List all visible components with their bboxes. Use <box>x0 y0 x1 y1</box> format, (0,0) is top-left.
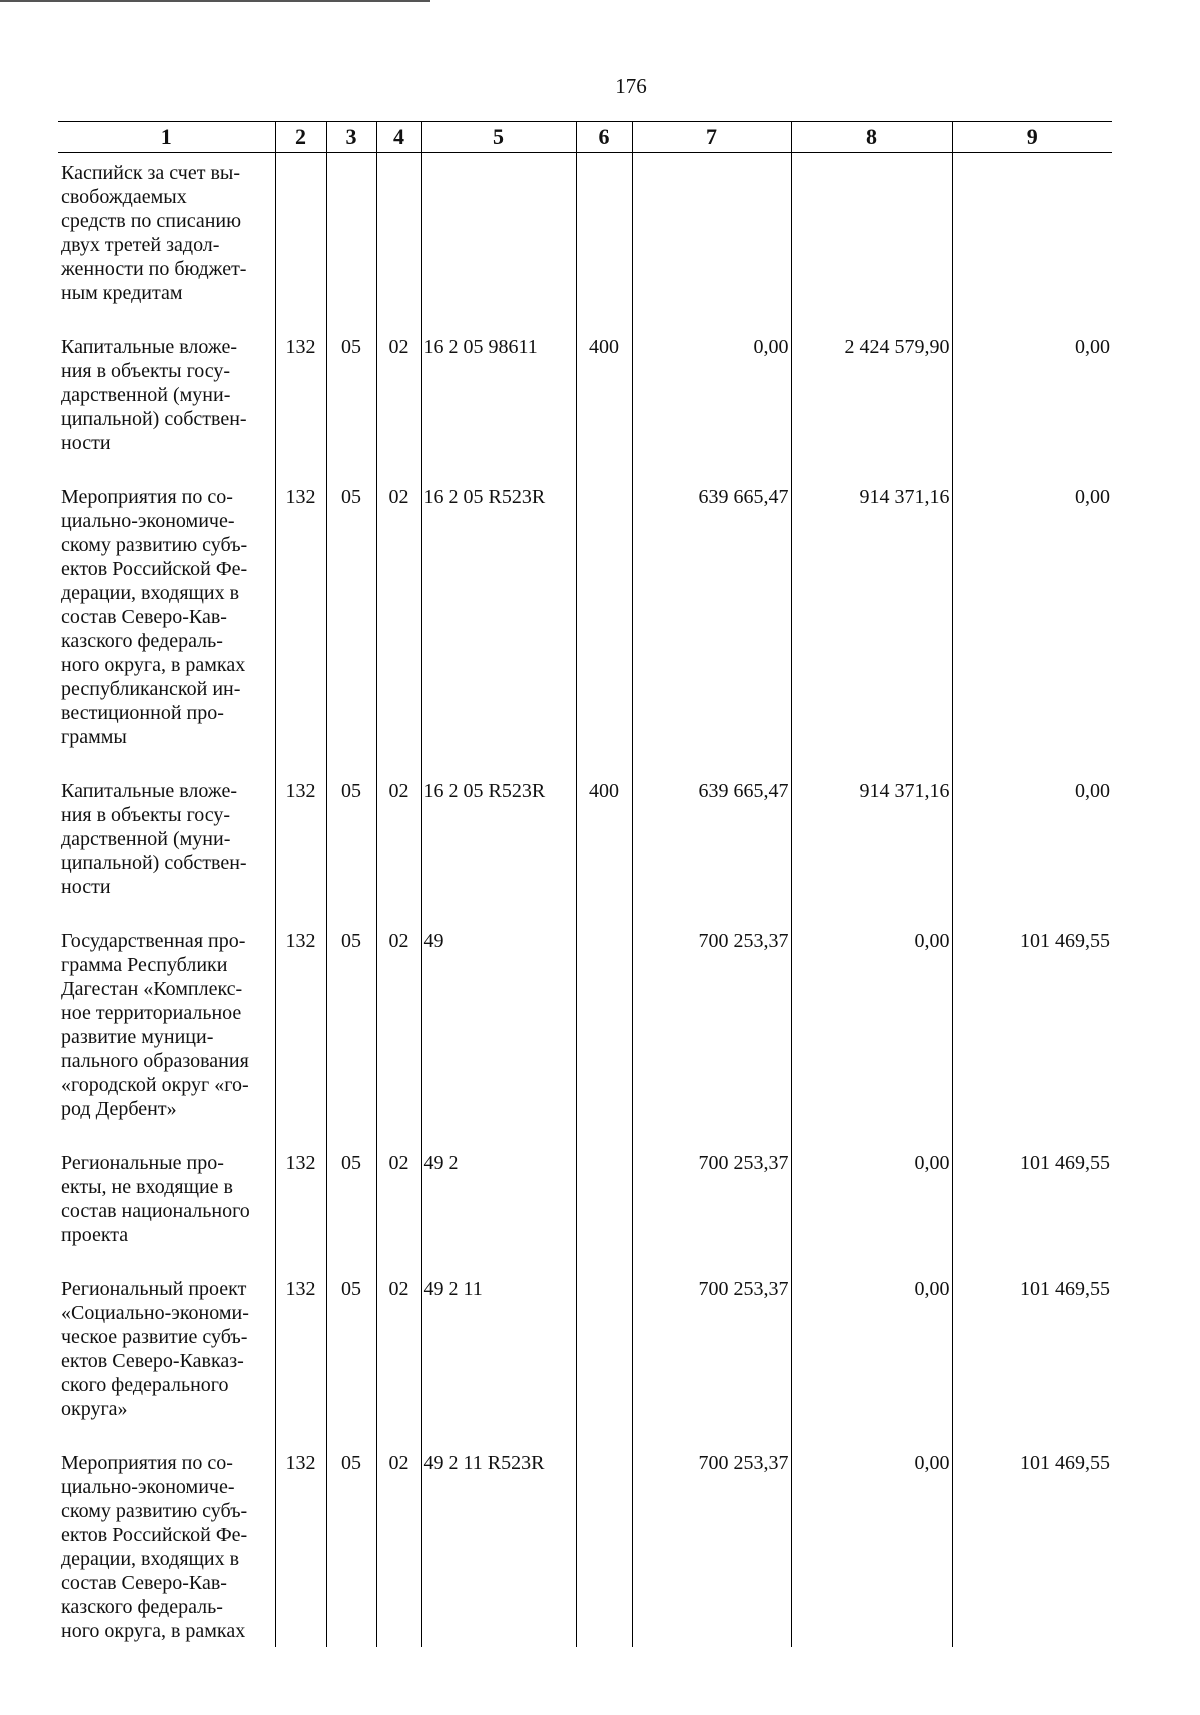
cell-sum-col-7: 700 253,37 <box>632 1273 791 1447</box>
name-line: дарственной (муни- <box>61 384 231 406</box>
table-row <box>58 775 1112 925</box>
cell-sum-col-9 <box>952 153 1112 332</box>
name-line: ципальной) собствен- <box>61 852 247 874</box>
name-line: Региональные про- <box>61 1152 224 1174</box>
name-line: двух третей задол- <box>61 234 220 256</box>
name-line: округа» <box>61 1398 128 1420</box>
cell-sum-col-7: 639 665,47 <box>632 481 791 775</box>
cell-name <box>58 331 275 481</box>
cell-sum-col-7 <box>632 153 791 332</box>
name-line: состав Северо-Кав- <box>61 1572 227 1594</box>
name-line: «Социально-экономи- <box>61 1302 249 1324</box>
header-col-3: 3 <box>326 122 376 153</box>
cell-name <box>58 775 275 925</box>
cell-ministry: 132 <box>275 1147 326 1273</box>
name-line: ного округа, в рамках <box>61 1620 246 1642</box>
name-line: ного округа, в рамках <box>61 654 246 676</box>
name-line: Региональный проект <box>61 1278 247 1300</box>
name-line: республиканской ин- <box>61 678 241 700</box>
name-line: ектов Российской Фе- <box>61 558 248 580</box>
name-line: проекта <box>61 1224 129 1246</box>
cell-section: 05 <box>326 925 376 1147</box>
name-line: циально-экономиче- <box>61 1476 235 1498</box>
name-line: Мероприятия по со- <box>61 1452 233 1474</box>
cell-subsection: 02 <box>376 775 421 925</box>
cell-name <box>58 153 275 332</box>
cell-sum-col-9: 101 469,55 <box>952 1147 1112 1273</box>
cell-sum-col-8 <box>791 153 952 332</box>
cell-sum-col-9: 0,00 <box>952 775 1112 925</box>
cell-sum-col-7: 0,00 <box>632 331 791 481</box>
name-line: состав национального <box>61 1200 250 1222</box>
name-line: ности <box>61 876 111 898</box>
header-col-8: 8 <box>791 122 952 153</box>
cell-sum-col-7: 639 665,47 <box>632 775 791 925</box>
name-line: «городской округ «го- <box>61 1074 249 1096</box>
cell-name <box>58 1147 275 1273</box>
cell-sum-col-9: 0,00 <box>952 481 1112 775</box>
cell-sum-col-8: 914 371,16 <box>791 775 952 925</box>
cell-ministry: 132 <box>275 1273 326 1447</box>
cell-name <box>58 1273 275 1447</box>
table-row <box>58 925 1112 1147</box>
cell-subsection <box>376 153 421 332</box>
name-line: скому развитию субъ- <box>61 534 248 556</box>
name-line: ным кредитам <box>61 282 183 304</box>
table-row <box>58 153 1112 332</box>
cell-name <box>58 1447 275 1647</box>
table-body <box>58 153 1112 1648</box>
header-col-7: 7 <box>632 122 791 153</box>
cell-target-article: 49 2 11 <box>421 1273 576 1447</box>
name-line: Капитальные вложе- <box>61 780 238 802</box>
cell-target-article: 16 2 05 98611 <box>421 331 576 481</box>
name-line: вестиционной про- <box>61 702 224 724</box>
cell-ministry: 132 <box>275 481 326 775</box>
cell-target-article <box>421 153 576 332</box>
name-line: граммы <box>61 726 127 748</box>
cell-section: 05 <box>326 331 376 481</box>
cell-section: 05 <box>326 1273 376 1447</box>
cell-subsection: 02 <box>376 1147 421 1273</box>
cell-sum-col-9: 101 469,55 <box>952 1447 1112 1647</box>
name-line: пального образования <box>61 1050 249 1072</box>
cell-ministry: 132 <box>275 331 326 481</box>
name-line: ния в объекты госу- <box>61 804 231 826</box>
cell-section: 05 <box>326 1147 376 1273</box>
cell-sum-col-8: 914 371,16 <box>791 481 952 775</box>
header-col-6: 6 <box>576 122 632 153</box>
cell-sum-col-9: 0,00 <box>952 331 1112 481</box>
name-line: казского федераль- <box>61 1596 223 1618</box>
name-line: скому развитию субъ- <box>61 1500 248 1522</box>
name-line: циально-экономиче- <box>61 510 235 532</box>
cell-target-article: 49 2 11 R523R <box>421 1447 576 1647</box>
cell-expense-type <box>576 1147 632 1273</box>
header-col-2: 2 <box>275 122 326 153</box>
header-col-4: 4 <box>376 122 421 153</box>
name-line: ческое развитие субъ- <box>61 1326 248 1348</box>
cell-expense-type <box>576 1273 632 1447</box>
top-scan-rule <box>0 0 430 2</box>
cell-target-article: 16 2 05 R523R <box>421 481 576 775</box>
cell-subsection: 02 <box>376 481 421 775</box>
cell-section <box>326 153 376 332</box>
cell-ministry <box>275 153 326 332</box>
cell-name <box>58 481 275 775</box>
cell-sum-col-8: 0,00 <box>791 1273 952 1447</box>
name-line: средств по списанию <box>61 210 242 232</box>
cell-sum-col-8: 2 424 579,90 <box>791 331 952 481</box>
cell-sum-col-8: 0,00 <box>791 1447 952 1647</box>
header-col-9: 9 <box>952 122 1112 153</box>
name-line: род Дербент» <box>61 1098 177 1120</box>
cell-target-article: 16 2 05 R523R <box>421 775 576 925</box>
cell-section: 05 <box>326 481 376 775</box>
table-header-row <box>58 122 1112 153</box>
table-row <box>58 331 1112 481</box>
name-line: дарственной (муни- <box>61 828 231 850</box>
name-line: состав Северо-Кав- <box>61 606 227 628</box>
cell-ministry: 132 <box>275 775 326 925</box>
name-line: екты, не входящие в <box>61 1176 233 1198</box>
page-number: 176 <box>615 74 647 98</box>
cell-expense-type <box>576 925 632 1147</box>
name-line: ности <box>61 432 111 454</box>
cell-ministry: 132 <box>275 925 326 1147</box>
budget-table <box>58 121 1112 1647</box>
cell-section: 05 <box>326 1447 376 1647</box>
cell-subsection: 02 <box>376 331 421 481</box>
cell-section: 05 <box>326 775 376 925</box>
table-row <box>58 481 1112 775</box>
name-line: ектов Российской Фе- <box>61 1524 248 1546</box>
name-line: Капитальные вложе- <box>61 336 238 358</box>
cell-subsection: 02 <box>376 925 421 1147</box>
cell-expense-type: 400 <box>576 775 632 925</box>
name-line: Дагестан «Комплекс- <box>61 978 243 1000</box>
table-row <box>58 1147 1112 1273</box>
cell-name <box>58 925 275 1147</box>
cell-expense-type <box>576 481 632 775</box>
name-line: свобождаемых <box>61 186 187 208</box>
name-line: развитие муници- <box>61 1026 214 1048</box>
cell-target-article: 49 <box>421 925 576 1147</box>
cell-ministry: 132 <box>275 1447 326 1647</box>
name-line: ектов Северо-Кавказ- <box>61 1350 244 1372</box>
name-line: казского федераль- <box>61 630 223 652</box>
cell-sum-col-7: 700 253,37 <box>632 925 791 1147</box>
name-line: Государственная про- <box>61 930 246 952</box>
name-line: ского федерального <box>61 1374 229 1396</box>
name-line: грамма Республики <box>61 954 228 976</box>
header-col-1: 1 <box>58 122 275 153</box>
table-row <box>58 1447 1112 1647</box>
name-line: ния в объекты госу- <box>61 360 231 382</box>
cell-sum-col-7: 700 253,37 <box>632 1147 791 1273</box>
cell-target-article: 49 2 <box>421 1147 576 1273</box>
name-line: Каспийск за счет вы- <box>61 162 241 184</box>
cell-expense-type <box>576 153 632 332</box>
cell-expense-type <box>576 1447 632 1647</box>
name-line: дерации, входящих в <box>61 1548 240 1570</box>
name-line: женности по бюджет- <box>61 258 247 280</box>
name-line: ное территориальное <box>61 1002 242 1024</box>
cell-subsection: 02 <box>376 1447 421 1647</box>
cell-sum-col-8: 0,00 <box>791 1147 952 1273</box>
name-line: Мероприятия по со- <box>61 486 233 508</box>
header-col-5: 5 <box>421 122 576 153</box>
name-line: дерации, входящих в <box>61 582 240 604</box>
cell-subsection: 02 <box>376 1273 421 1447</box>
table-row <box>58 1273 1112 1447</box>
cell-sum-col-9: 101 469,55 <box>952 1273 1112 1447</box>
cell-sum-col-7: 700 253,37 <box>632 1447 791 1647</box>
cell-expense-type: 400 <box>576 331 632 481</box>
cell-sum-col-9: 101 469,55 <box>952 925 1112 1147</box>
name-line: ципальной) собствен- <box>61 408 247 430</box>
cell-sum-col-8: 0,00 <box>791 925 952 1147</box>
